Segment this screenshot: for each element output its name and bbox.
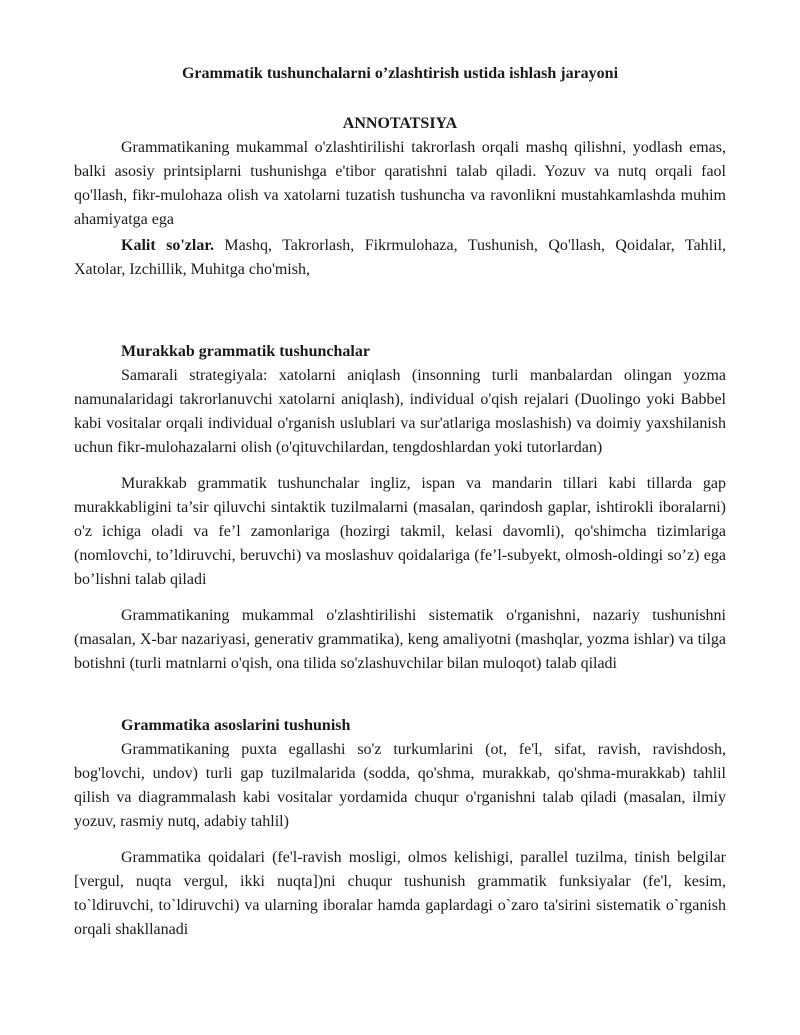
- section-heading: Grammatika asoslarini tushunish: [121, 717, 351, 734]
- keywords-list: Mashq, Takrorlash, Fikrmulohaza, Tushunish, Qo'llash, Qoidalar, Tahlil, Xatolar, Izchillik, Muhitga cho'mish,: [74, 237, 727, 278]
- document-title: Grammatik tushunchalarni o’zlashtirish ustida ishlash jarayoni: [181, 65, 619, 82]
- document-page: [74, 62, 726, 942]
- section-paragraph: Grammatikaning puxta egallashi so'z turkumlarini (ot, fe'l, sifat, ravish, ravishdosh, bog'lovchi, undov) turli gap tuzilmalarida (sodda, qo'shma, murakkab, qo'shma-murakkab) tahlil qilish va diagrammalash kabi vositalar yordamida chuqur o'rganishni talab qiladi (masalan, ilmiy yozuv, rasmiy nutq, adabiy tahlil): [74, 741, 726, 830]
- annotation-paragraph: Grammatikaning mukammal o'zlashtirilishi takrorlash orqali mashq qilishni, yodlash emas, balki asosiy printsiplarni tushunishga e'tibor qaratishni talab qiladi. Yozuv va nutq orqali faol qo'llash, fikr-mulohaza olish va xatolarni tuzatish tushuncha va ravonlikni mustahkamlashda muhim ahamiyatga ega: [74, 139, 726, 228]
- annotation-heading: ANNOTATSIYA: [342, 115, 458, 132]
- section-paragraph: Grammatikaning mukammal o'zlashtirilishi sistematik o'rganishni, nazariy tushunishni (masalan, X-bar nazariyasi, generativ grammatika), keng amaliyotni (mashqlar, yozma ishlar) va tilga botishni (turli matnlarni o'qish, ona tilida so'zlashuvchilar bilan muloqot) talab qiladi: [74, 607, 726, 672]
- section-heading: Murakkab grammatik tushunchalar: [121, 343, 370, 360]
- keywords-paragraph: [74, 234, 726, 282]
- section-paragraph: Murakkab grammatik tushunchalar ingliz, ispan va mandarin tillari kabi tillarda gap murakkabligini ta’sir qiluvchi sintaktik tuzilmalarni (masalan, qarindosh gaplar, ishtirokli iboralarni) o'z ichiga oladi va fe’l zamonlariga (hozirgi takmil, kelasi davomli), qo'shimcha tizimlariga (nomlovchi, to’ldiruvchi, beruvchi) va moslashuv qoidalariga (fe’l-subyekt, olmosh-oldingi so’z) ega bo’lishni talab qiladi: [74, 475, 726, 588]
- section-paragraph: Samarali strategiyala: xatolarni aniqlash (insonning turli manbalardan olingan yozma namunalaridagi takrorlanuvchi xatolarni aniqlash), individual o'qish rejalari (Duolingo yoki Babbel kabi vositalar orqali individual o'rganish uslublari va sur'atlariga moslashish) va doimiy yaxshilanish uchun fikr-mulohazalarni olish (o'qituvchilardan, tengdoshlardan yoki tutorlardan): [74, 367, 726, 456]
- section-paragraph: Grammatika qoidalari (fe'l-ravish mosligi, olmos kelishigi, parallel tuzilma, tinish belgilar [vergul, nuqta vergul, ikki nuqta])ni chuqur tushunish grammatik funksiyalar (fe'l, kesim, to`ldiruvchi, to`ldiruvchi) va ularning iboralar hamda gaplardagi o`zaro ta'sirini sistematik o`rganish orqali shakllanadi: [74, 849, 726, 938]
- keywords-label: Kalit so'zlar.: [121, 237, 214, 254]
